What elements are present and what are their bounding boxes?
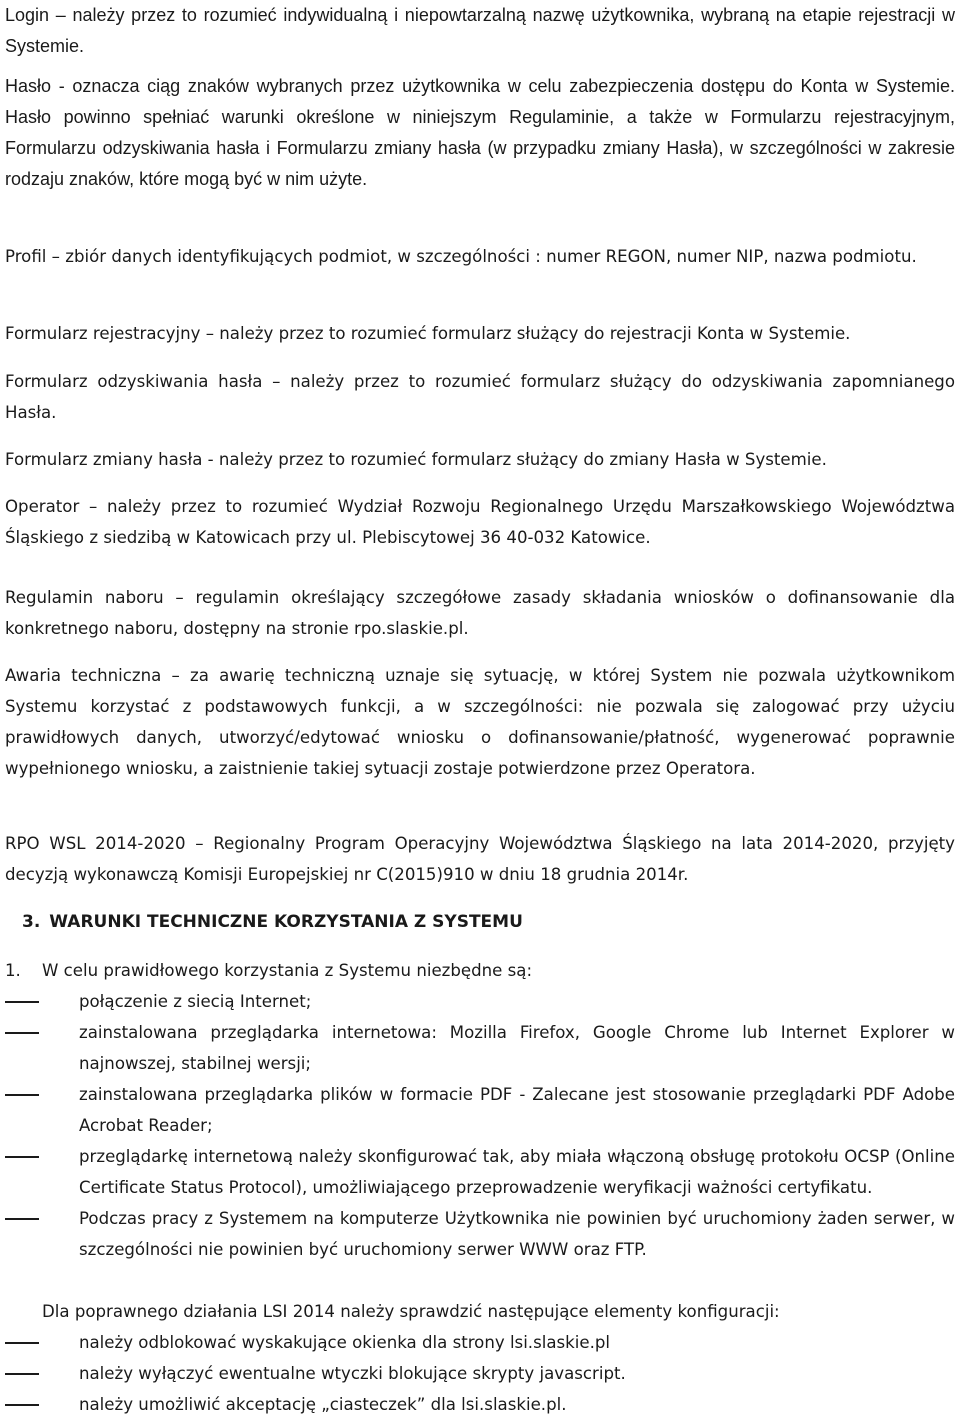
list-item	[0, 1203, 960, 1265]
list-item-text: zainstalowana przeglądarka plików w formacie PDF - Zalecane jest stosowanie przeglądarki PDF Adobe Acrobat Reader;	[79, 1085, 955, 1135]
requirements-intro-text: W celu prawidłowego korzystania z Systemu niezbędne są:	[42, 961, 533, 980]
list-item-text: Podczas pracy z Systemem na komputerze Użytkownika nie powinien być uruchomiony żaden serwer, w szczególności nie powinien być uruchomiony serwer WWW oraz FTP.	[79, 1209, 955, 1259]
definition-regulamin-naboru: Regulamin naboru – regulamin określający szczegółowe zasady składania wniosków o dofinansowanie dla konkretnego naboru, dostępny na stronie rpo.slaskie.pl.	[5, 588, 955, 638]
list-item	[0, 1327, 960, 1358]
dash-bullet	[5, 1094, 39, 1096]
list-item-text: należy odblokować wyskakujące okienka dla strony lsi.slaskie.pl	[79, 1333, 610, 1352]
definition-formularz-odzyskiwania: Formularz odzyskiwania hasła – należy przez to rozumieć formularz służący do odzyskiwania zapomnianego Hasła.	[5, 372, 955, 422]
section-number: 3.	[22, 912, 41, 932]
definition-profil: Profil – zbiór danych identyfikujących podmiot, w szczególności : numer REGON, numer NIP, nazwa podmiotu.	[5, 247, 917, 266]
dash-bullet	[5, 1001, 39, 1003]
definition-rpo: RPO WSL 2014-2020 – Regionalny Program Operacyjny Województwa Śląskiego na lata 2014-2020, przyjęty decyzją wykonawczą Komisji Europejskiej nr C(2015)910 w dniu 18 grudnia 2014r.	[5, 834, 955, 884]
definition-operator: Operator – należy przez to rozumieć Wydział Rozwoju Regionalnego Urzędu Marszałkowskiego Województwa Śląskiego z siedzibą w Katowicach przy ul. Plebiscytowej 36 40-032 Katowice.	[5, 497, 955, 547]
list-item-text: połączenie z siecią Internet;	[79, 992, 312, 1011]
list-item	[0, 1079, 960, 1141]
list-item-text: zainstalowana przeglądarka internetowa: Mozilla Firefox, Google Chrome lub Internet Explorer w najnowszej, stabilnej wersji;	[79, 1023, 955, 1073]
list-item-text: należy wyłączyć ewentualne wtyczki blokujące skrypty javascript.	[79, 1364, 626, 1383]
definition-formularz-rejestracyjny: Formularz rejestracyjny – należy przez to rozumieć formularz służący do rejestracji Konta w Systemie.	[5, 324, 851, 343]
dash-bullet	[5, 1404, 39, 1406]
dash-bullet	[5, 1373, 39, 1375]
list-item-text: przeglądarkę internetową należy skonfigurować tak, aby miała włączoną obsługę protokołu OCSP (Online Certificate Status Protocol), umożliwiającego przeprowadzenie weryfikacji ważności certyfikatu.	[79, 1147, 955, 1197]
dash-bullet	[5, 1156, 39, 1158]
definition-login: Login – należy przez to rozumieć indywidualną i niepowtarzalną nazwę użytkownika, wybraną na etapie rejestracji w Systemie.	[5, 5, 955, 56]
section-heading	[22, 907, 523, 938]
definition-haslo: Hasło - oznacza ciąg znaków wybranych przez użytkownika w celu zabezpieczenia dostępu do Konta w Systemie. Hasło powinno spełniać warunki określone w niniejszym Regulaminie, a także w Formularzu rejestracyjnym, Formularzu odzyskiwania hasła i Formularzu zmiany hasła (w przypadku zmiany Hasła), w szczególności w zakresie rodzaju znaków, które mogą być w nim użyte.	[5, 76, 955, 189]
dash-bullet	[5, 1218, 39, 1220]
config-intro: Dla poprawnego działania LSI 2014 należy sprawdzić następujące elementy konfiguracji:	[42, 1302, 780, 1321]
list-item	[0, 1141, 960, 1203]
dash-bullet	[5, 1032, 39, 1034]
config-list	[0, 1327, 960, 1420]
dash-bullet	[5, 1342, 39, 1344]
definition-formularz-zmiany: Formularz zmiany hasła - należy przez to rozumieć formularz służący do zmiany Hasła w Systemie.	[5, 450, 827, 469]
section-title: WARUNKI TECHNICZNE KORZYSTANIA Z SYSTEMU	[49, 912, 523, 932]
list-item	[0, 1017, 960, 1079]
requirements-number: 1.	[5, 961, 21, 980]
requirements-intro	[5, 955, 532, 986]
definition-awaria: Awaria techniczna – za awarię techniczną uznaje się sytuację, w której System nie pozwala użytkownikom Systemu korzystać z podstawowych funkcji, a w szczególności: nie pozwala się zalogować przy użyciu prawidłowych danych, utworzyć/edytować wniosku o dofinansowanie/płatność, wygenerować poprawnie wypełnionego wniosku, a zaistnienie takiej sytuacji zostaje potwierdzone przez Operatora.	[5, 666, 955, 778]
requirements-list	[0, 986, 960, 1265]
list-item	[0, 1389, 960, 1420]
list-item-text: należy umożliwić akceptację „ciasteczek” dla lsi.slaskie.pl.	[79, 1395, 567, 1414]
list-item	[0, 1358, 960, 1389]
list-item	[0, 986, 960, 1017]
